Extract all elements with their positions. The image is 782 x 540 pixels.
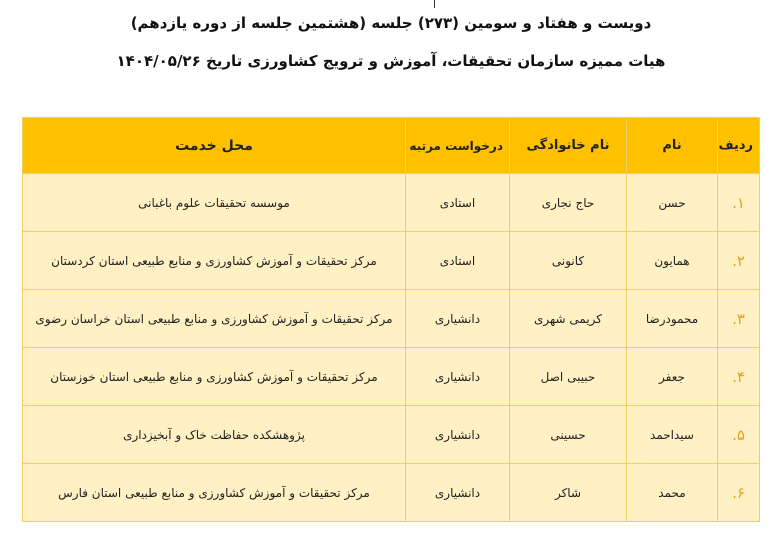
first-name: جعفر bbox=[627, 348, 718, 406]
top-tick-mark bbox=[434, 0, 435, 8]
table-row bbox=[23, 174, 760, 232]
header-row bbox=[23, 118, 760, 174]
first-name: حسن bbox=[627, 174, 718, 232]
row-number: ۵. bbox=[718, 406, 760, 464]
table-row bbox=[23, 406, 760, 464]
table-row bbox=[23, 290, 760, 348]
service-location: پژوهشکده حفاظت خاک و آبخیزداری bbox=[23, 406, 406, 464]
row-number: ۲. bbox=[718, 232, 760, 290]
row-number: ۴. bbox=[718, 348, 760, 406]
table-header bbox=[23, 118, 760, 174]
meeting-title: دویست و هفتاد و سومین (۲۷۳) جلسه (هشتمین جلسه از دوره یازدهم) bbox=[130, 14, 652, 32]
requested-rank: دانشیاری bbox=[406, 290, 510, 348]
requested-rank: دانشیاری bbox=[406, 348, 510, 406]
service-location: مرکز تحقیقات و آموزش کشاورزی و منابع طبیعی استان کردستان bbox=[23, 232, 406, 290]
service-location: موسسه تحقیقات علوم باغبانی bbox=[23, 174, 406, 232]
service-location: مرکز تحقیقات و آموزش کشاورزی و منابع طبیعی استان خوزستان bbox=[23, 348, 406, 406]
header-row-number: ردیف bbox=[718, 118, 760, 174]
service-location: مرکز تحقیقات و آموزش کشاورزی و منابع طبیعی استان خراسان رضوی bbox=[23, 290, 406, 348]
first-name: همایون bbox=[627, 232, 718, 290]
requested-rank: دانشیاری bbox=[406, 464, 510, 522]
row-number: ۳. bbox=[718, 290, 760, 348]
candidates-table bbox=[22, 117, 760, 522]
first-name: سیداحمد bbox=[627, 406, 718, 464]
header-requested-rank: درخواست مرتبه bbox=[406, 118, 510, 174]
header-service-location: محل خدمت bbox=[23, 118, 406, 174]
first-name: محمودرضا bbox=[627, 290, 718, 348]
table-row bbox=[23, 348, 760, 406]
header-last-name: نام خانوادگی bbox=[510, 118, 627, 174]
row-number: ۱. bbox=[718, 174, 760, 232]
table-row bbox=[23, 464, 760, 522]
last-name: شاکر bbox=[510, 464, 627, 522]
last-name: حسینی bbox=[510, 406, 627, 464]
last-name: حاج نجاری bbox=[510, 174, 627, 232]
row-number: ۶. bbox=[718, 464, 760, 522]
requested-rank: استادی bbox=[406, 232, 510, 290]
table-row bbox=[23, 232, 760, 290]
header-first-name: نام bbox=[627, 118, 718, 174]
service-location: مرکز تحقیقات و آموزش کشاورزی و منابع طبیعی استان فارس bbox=[23, 464, 406, 522]
first-name: محمد bbox=[627, 464, 718, 522]
last-name: حبیبی اصل bbox=[510, 348, 627, 406]
table-body bbox=[23, 174, 760, 522]
last-name: کانونی bbox=[510, 232, 627, 290]
last-name: کریمی شهری bbox=[510, 290, 627, 348]
board-title-date: هیات ممیزه سازمان تحقیقات، آموزش و ترویج کشاورزی تاریخ ۱۴۰۴/۰۵/۲۶ bbox=[116, 52, 666, 70]
requested-rank: دانشیاری bbox=[406, 406, 510, 464]
requested-rank: استادی bbox=[406, 174, 510, 232]
